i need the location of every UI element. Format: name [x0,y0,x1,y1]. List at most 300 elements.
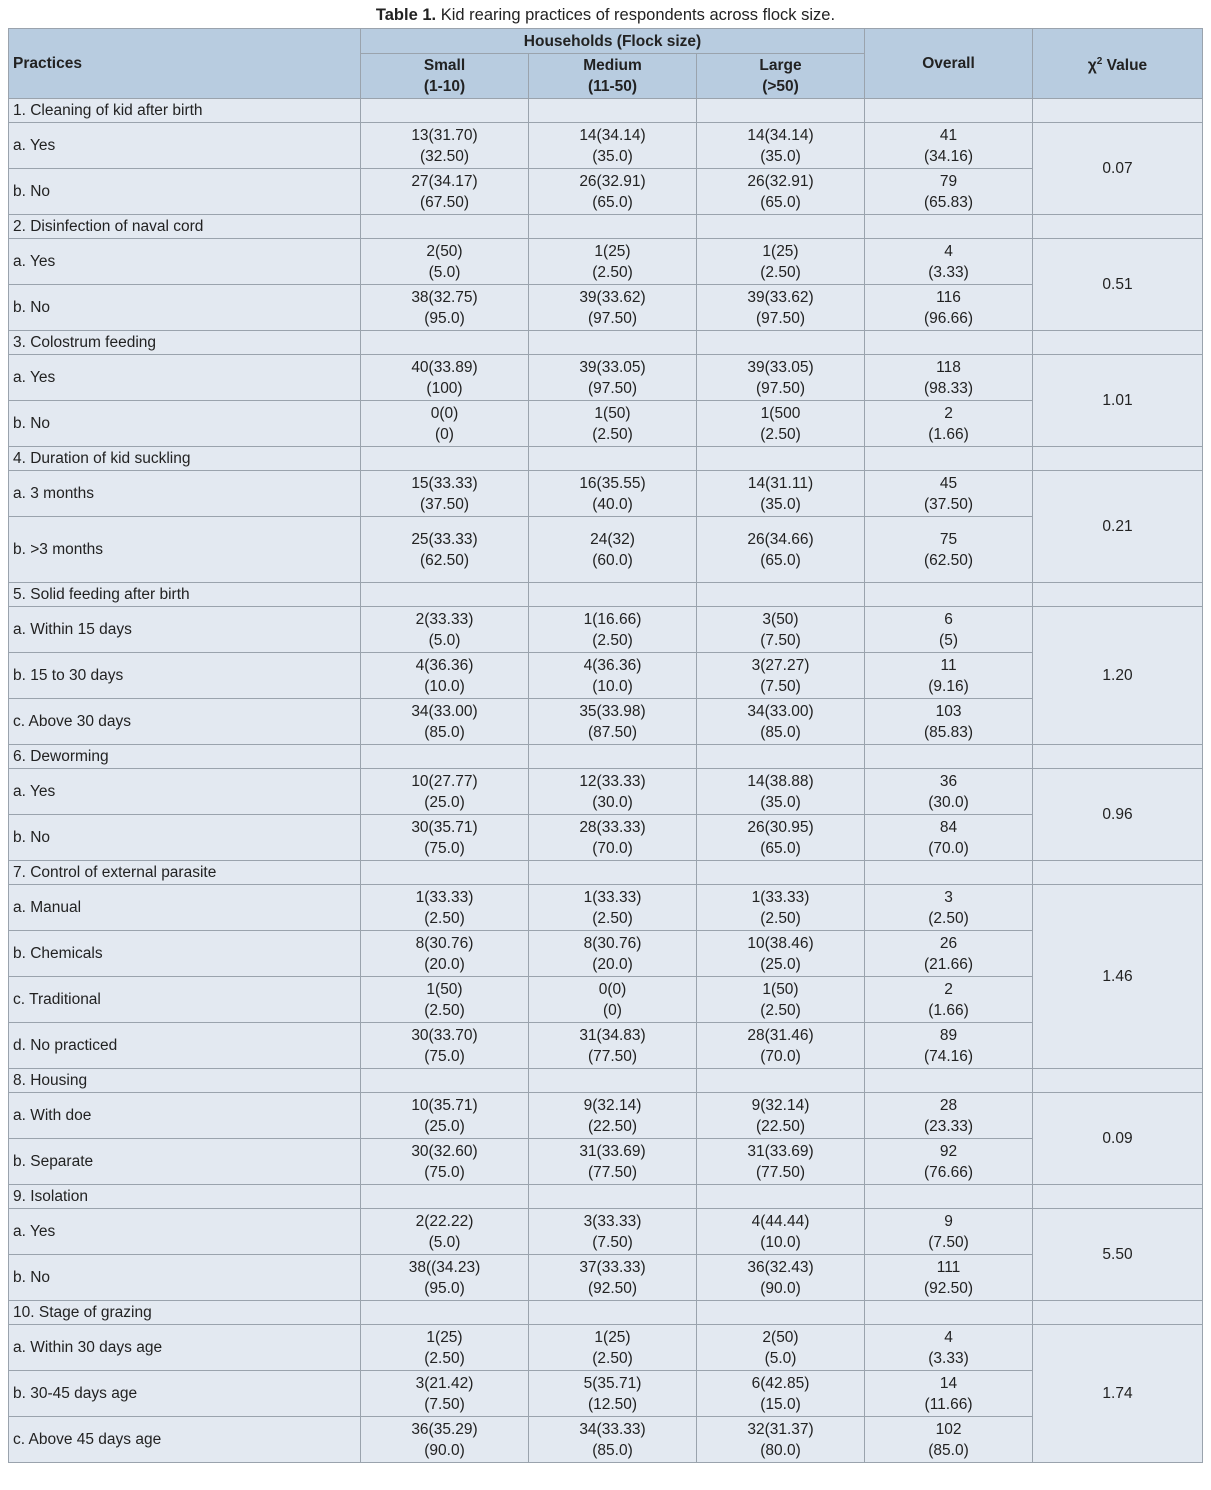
section-title: 10. Stage of grazing [9,1301,361,1325]
row-label: b. 30-45 days age [9,1371,361,1417]
cell-count: 31(33.69) [579,1142,646,1160]
cell-count: 1(50) [594,404,631,422]
empty-cell [1033,331,1203,355]
large-cell [697,931,865,977]
cell-count: 116 [936,288,961,306]
cell-count: 28(31.46) [747,1026,814,1044]
small-cell [361,699,529,745]
medium-cell [529,1371,697,1417]
large-cell [697,355,865,401]
cell-percent: (32.50) [419,147,470,165]
medium-cell [529,239,697,285]
cell-percent: (97.50) [755,379,806,397]
medium-cell [529,699,697,745]
cell-percent: (34.16) [923,147,974,165]
header-medium: Medium (11-50) [529,54,697,99]
kid-rearing-table [8,28,1203,1463]
empty-cell [361,447,529,471]
large-cell [697,1209,865,1255]
cell-count: 10(38.46) [747,934,814,952]
empty-cell [361,99,529,123]
cell-percent: (0) [435,425,454,443]
row-label: a. Yes [9,1209,361,1255]
cell-count: 1(25) [594,242,631,260]
cell-percent: (75.0) [424,1047,465,1065]
overall-cell [865,699,1033,745]
overall-cell [865,1093,1033,1139]
small-cell [361,885,529,931]
medium-cell [529,401,697,447]
table-row [9,1139,1203,1185]
small-cell [361,931,529,977]
overall-cell [865,815,1033,861]
cell-count: 14(31.11) [747,474,814,492]
empty-cell [697,1185,865,1209]
empty-cell [697,861,865,885]
empty-cell [865,99,1033,123]
row-label: b. Separate [9,1139,361,1185]
small-cell [361,169,529,215]
cell-percent: (77.50) [755,1163,806,1181]
table-row [9,239,1203,285]
overall-cell [865,607,1033,653]
table-row [9,1093,1203,1139]
cell-percent: (35.0) [760,793,801,811]
empty-cell [697,1069,865,1093]
section-header-row [9,745,1203,769]
chi-square-value: 0.51 [1033,239,1203,331]
table-row [9,931,1203,977]
table-row [9,1023,1203,1069]
cell-percent: (10.0) [760,1233,801,1251]
cell-count: 89 [939,1026,958,1044]
caption-label: Table 1. [375,6,437,24]
cell-percent: (75.0) [424,839,465,857]
cell-count: 4(44.44) [751,1212,810,1230]
small-cell [361,977,529,1023]
cell-count: 26(32.91) [579,172,646,190]
large-cell [697,1023,865,1069]
table-row [9,1255,1203,1301]
cell-percent: (11.66) [924,1395,973,1413]
cell-count: 39(33.62) [747,288,814,306]
cell-percent: (25.0) [424,793,465,811]
cell-percent: (10.0) [424,677,465,695]
empty-cell [1033,745,1203,769]
section-header-row [9,99,1203,123]
section-header-row [9,447,1203,471]
cell-count: 1(33.33) [415,888,474,906]
cell-percent: (67.50) [419,193,470,211]
header-large: Large (>50) [697,54,865,99]
section-title: 8. Housing [9,1069,361,1093]
cell-percent: (85.0) [760,723,801,741]
empty-cell [865,1069,1033,1093]
table-row [9,699,1203,745]
small-cell [361,355,529,401]
small-cell [361,1093,529,1139]
empty-cell [361,1069,529,1093]
cell-count: 37(33.33) [579,1258,646,1276]
overall-cell [865,239,1033,285]
row-label: c. Traditional [9,977,361,1023]
large-cell [697,1325,865,1371]
cell-count: 14(34.14) [579,126,646,144]
section-header-row [9,1301,1203,1325]
section-header-row [9,1069,1203,1093]
section-title: 5. Solid feeding after birth [9,583,361,607]
cell-percent: (70.0) [760,1047,801,1065]
cell-count: 2(33.33) [415,610,474,628]
large-cell [697,607,865,653]
section-title: 1. Cleaning of kid after birth [9,99,361,123]
cell-percent: (85.0) [592,1441,633,1459]
cell-count: 9 [944,1212,953,1230]
large-cell [697,815,865,861]
cell-count: 8(30.76) [415,934,474,952]
table-row [9,769,1203,815]
cell-percent: (7.50) [760,677,801,695]
cell-count: 30(35.71) [411,818,478,836]
cell-percent: (85.0) [928,1441,969,1459]
empty-cell [361,861,529,885]
row-label: a. Yes [9,355,361,401]
row-label: a. Within 30 days age [9,1325,361,1371]
cell-count: 102 [935,1420,962,1438]
chi-square-value: 0.09 [1033,1093,1203,1185]
empty-cell [361,331,529,355]
cell-count: 3 [944,888,953,906]
empty-cell [529,99,697,123]
row-label: b. No [9,169,361,215]
small-cell [361,1023,529,1069]
cell-count: 118 [936,358,961,376]
table-row [9,885,1203,931]
row-label: b. No [9,285,361,331]
medium-cell [529,355,697,401]
overall-cell [865,401,1033,447]
medium-cell [529,1093,697,1139]
large-cell [697,1371,865,1417]
cell-percent: (2.50) [592,1349,633,1367]
cell-count: 14(38.88) [747,772,814,790]
cell-count: 1(33.33) [583,888,642,906]
header-small: Small (1-10) [361,54,529,99]
cell-percent: (85.83) [923,723,974,741]
large-cell [697,699,865,745]
cell-percent: (76.66) [923,1163,974,1181]
medium-cell [529,1255,697,1301]
cell-count: 1(25) [762,242,799,260]
cell-count: 103 [935,702,962,720]
medium-cell [529,769,697,815]
cell-count: 9(32.14) [751,1096,810,1114]
medium-cell [529,1023,697,1069]
overall-cell [865,355,1033,401]
cell-count: 84 [939,818,958,836]
cell-count: 28 [939,1096,958,1114]
empty-cell [697,1301,865,1325]
cell-percent: (7.50) [592,1233,633,1251]
cell-count: 3(33.33) [583,1212,642,1230]
overall-cell [865,769,1033,815]
cell-count: 9(32.14) [583,1096,642,1114]
row-label: b. No [9,1255,361,1301]
overall-cell [865,1371,1033,1417]
cell-percent: (35.0) [760,147,801,165]
cell-count: 3(27.27) [751,656,810,674]
cell-percent: (5.0) [428,631,461,649]
row-label: b. >3 months [9,517,361,583]
empty-cell [865,331,1033,355]
table-row [9,1209,1203,1255]
chi-square-value: 1.46 [1033,885,1203,1069]
overall-cell [865,885,1033,931]
medium-cell [529,517,697,583]
cell-count: 36(32.43) [747,1258,814,1276]
empty-cell [529,745,697,769]
overall-cell [865,1325,1033,1371]
empty-cell [865,215,1033,239]
cell-count: 6 [944,610,953,628]
cell-count: 41 [939,126,958,144]
cell-count: 1(50) [762,980,799,998]
large-cell [697,769,865,815]
section-header-row [9,1185,1203,1209]
medium-cell [529,607,697,653]
large-cell [697,285,865,331]
cell-percent: (70.0) [928,839,969,857]
cell-count: 3(50) [762,610,799,628]
table-row [9,1325,1203,1371]
cell-percent: (1.66) [928,425,969,443]
row-label: a. Manual [9,885,361,931]
table-row [9,815,1203,861]
empty-cell [361,583,529,607]
cell-percent: (65.83) [923,193,974,211]
table-row [9,285,1203,331]
empty-cell [529,1301,697,1325]
empty-cell [1033,215,1203,239]
cell-percent: (12.50) [587,1395,638,1413]
cell-count: 16(35.55) [579,474,646,492]
cell-count: 2 [944,404,953,422]
cell-percent: (7.50) [424,1395,465,1413]
empty-cell [361,745,529,769]
cell-percent: (21.66) [923,955,974,973]
small-cell [361,123,529,169]
caption-text: Kid rearing practices of respondents across flock size. [440,6,836,24]
small-cell [361,401,529,447]
cell-percent: (2.50) [592,909,633,927]
cell-percent: (22.50) [587,1117,638,1135]
cell-count: 36(35.29) [411,1420,478,1438]
large-cell [697,517,865,583]
medium-cell [529,1325,697,1371]
section-header-row [9,861,1203,885]
large-cell [697,169,865,215]
empty-cell [1033,99,1203,123]
empty-cell [529,583,697,607]
empty-cell [697,447,865,471]
section-title: 2. Disinfection of naval cord [9,215,361,239]
small-cell [361,815,529,861]
cell-percent: (2.50) [592,631,633,649]
header-chi-square: $\chi^2$ Value [1033,29,1203,99]
cell-percent: (97.50) [587,379,638,397]
cell-count: 13(31.70) [411,126,478,144]
empty-cell [529,447,697,471]
row-label: a. Within 15 days [9,607,361,653]
cell-count: 2(50) [426,242,463,260]
empty-cell [1033,1069,1203,1093]
medium-cell [529,653,697,699]
cell-percent: (2.50) [760,263,801,281]
cell-count: 1(25) [426,1328,463,1346]
overall-cell [865,169,1033,215]
small-cell [361,1139,529,1185]
cell-percent: (35.0) [592,147,633,165]
empty-cell [1033,447,1203,471]
cell-count: 26 [939,934,958,952]
cell-percent: (90.0) [760,1279,801,1297]
cell-percent: (97.50) [587,309,638,327]
cell-count: 40(33.89) [411,358,478,376]
cell-count: 39(33.62) [579,288,646,306]
empty-cell [529,861,697,885]
cell-count: 4(36.36) [415,656,474,674]
cell-count: 26(32.91) [747,172,814,190]
cell-count: 26(30.95) [747,818,814,836]
empty-cell [697,215,865,239]
cell-count: 15(33.33) [411,474,478,492]
table-caption [0,0,1211,28]
cell-count: 25(33.33) [411,530,478,548]
section-title: 6. Deworming [9,745,361,769]
cell-percent: (2.50) [424,909,465,927]
cell-percent: (30.0) [928,793,969,811]
row-label: b. No [9,401,361,447]
cell-count: 34(33.00) [411,702,478,720]
cell-count: 2(22.22) [415,1212,474,1230]
empty-cell [1033,1185,1203,1209]
cell-count: 35(33.98) [579,702,646,720]
empty-cell [865,1301,1033,1325]
cell-count: 1(500 [760,404,801,422]
cell-percent: (2.50) [592,425,633,443]
cell-count: 5(35.71) [583,1374,642,1392]
cell-count: 11 [940,656,957,674]
cell-percent: (2.50) [760,1001,801,1019]
cell-percent: (74.16) [923,1047,974,1065]
empty-cell [529,215,697,239]
cell-percent: (75.0) [424,1163,465,1181]
large-cell [697,653,865,699]
section-title: 9. Isolation [9,1185,361,1209]
cell-percent: (2.50) [928,909,969,927]
cell-percent: (2.50) [760,909,801,927]
cell-count: 6(42.85) [751,1374,810,1392]
empty-cell [865,1185,1033,1209]
cell-count: 4 [944,242,953,260]
cell-count: 1(50) [426,980,463,998]
empty-cell [1033,861,1203,885]
cell-percent: (1.66) [928,1001,969,1019]
cell-count: 8(30.76) [583,934,642,952]
table-row [9,653,1203,699]
large-cell [697,1093,865,1139]
cell-percent: (85.0) [424,723,465,741]
cell-percent: (37.50) [923,495,974,513]
cell-count: 1(33.33) [751,888,810,906]
small-cell [361,471,529,517]
cell-count: 2(50) [762,1328,799,1346]
cell-count: 111 [936,1258,961,1276]
cell-count: 75 [939,530,958,548]
cell-percent: (7.50) [928,1233,969,1251]
empty-cell [697,331,865,355]
cell-percent: (98.33) [923,379,974,397]
cell-percent: (40.0) [592,495,633,513]
small-cell [361,1255,529,1301]
medium-cell [529,285,697,331]
cell-count: 0(0) [430,404,459,422]
cell-count: 38((34.23) [408,1258,481,1276]
empty-cell [697,583,865,607]
cell-percent: (77.50) [587,1163,638,1181]
table-row [9,355,1203,401]
small-cell [361,517,529,583]
cell-count: 32(31.37) [747,1420,814,1438]
overall-cell [865,1139,1033,1185]
medium-cell [529,1209,697,1255]
large-cell [697,885,865,931]
cell-percent: (96.66) [923,309,974,327]
empty-cell [865,447,1033,471]
cell-percent: (15.0) [760,1395,801,1413]
cell-count: 30(32.60) [411,1142,478,1160]
table-row [9,123,1203,169]
cell-count: 0(0) [598,980,627,998]
empty-cell [697,745,865,769]
small-cell [361,239,529,285]
section-header-row [9,331,1203,355]
cell-count: 2 [944,980,953,998]
small-cell [361,1371,529,1417]
chi-square-value: 1.01 [1033,355,1203,447]
overall-cell [865,1023,1033,1069]
cell-percent: (10.0) [592,677,633,695]
small-cell [361,1209,529,1255]
overall-cell [865,1209,1033,1255]
large-cell [697,977,865,1023]
chi-square-value: 1.20 [1033,607,1203,745]
overall-cell [865,123,1033,169]
cell-percent: (95.0) [424,1279,465,1297]
cell-percent: (92.50) [587,1279,638,1297]
row-label: b. Chemicals [9,931,361,977]
chi-square-value: 0.07 [1033,123,1203,215]
row-label: a. Yes [9,123,361,169]
section-header-row [9,583,1203,607]
cell-percent: (90.0) [424,1441,465,1459]
cell-count: 28(33.33) [579,818,646,836]
cell-count: 27(34.17) [411,172,478,190]
cell-percent: (2.50) [424,1349,465,1367]
cell-percent: (3.33) [928,263,969,281]
cell-percent: (65.0) [760,839,801,857]
small-cell [361,607,529,653]
